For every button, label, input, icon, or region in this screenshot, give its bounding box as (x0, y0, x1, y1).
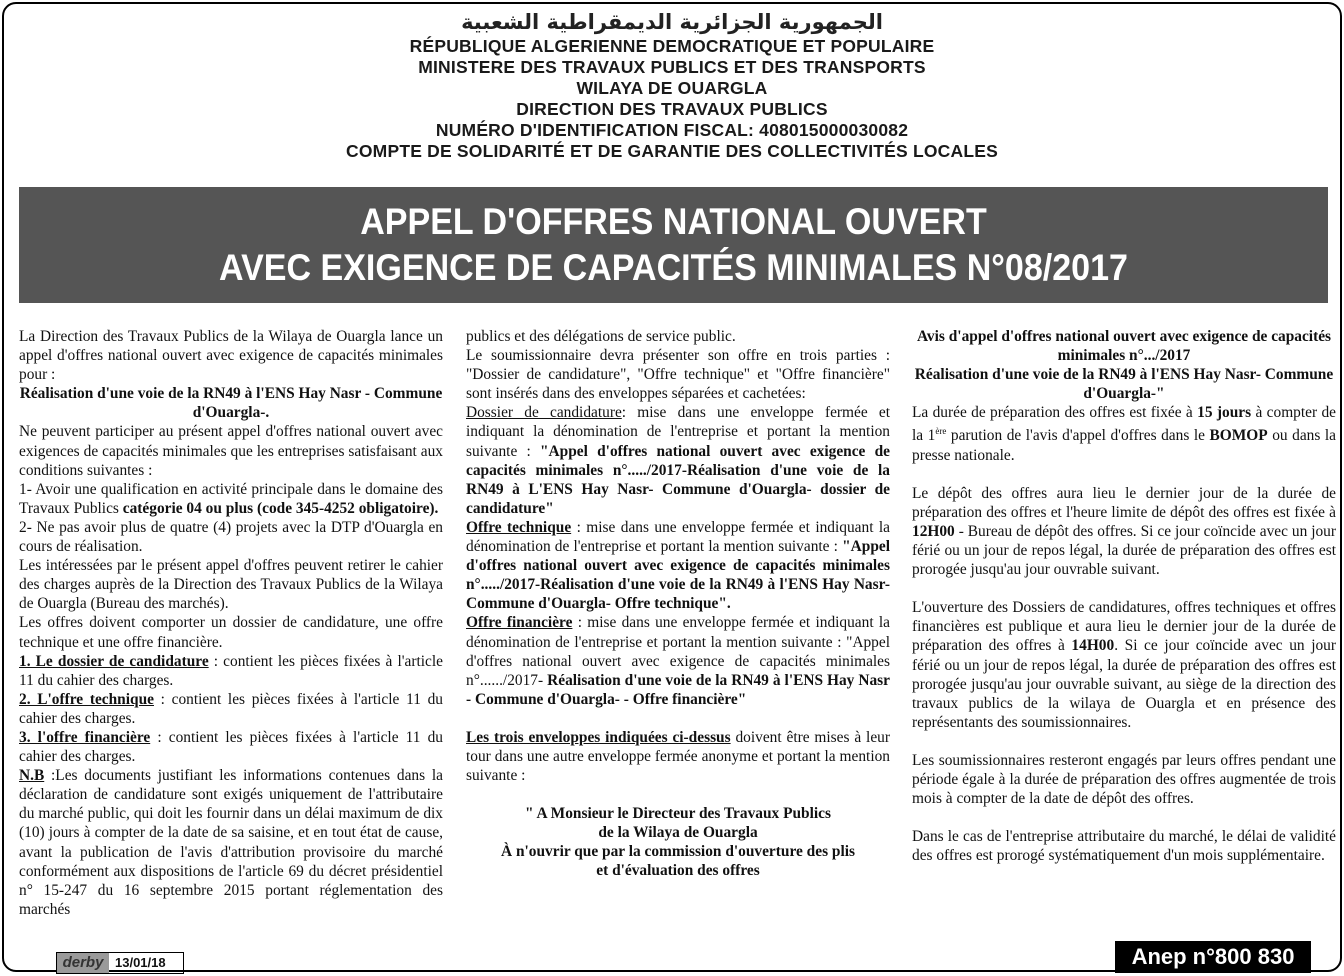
item-financiere (19, 728, 443, 766)
title-banner (19, 187, 1328, 303)
deposit-text-c: - Bureau de dépôt des offres. Si ce jour coïncide avec un jour férié ou un jour de repos légal, la durée de préparation des offres est prorogée jusqu'au jour ouvrable suivant. (912, 522, 1336, 579)
condition-1-category: catégorie 04 ou plus (code 345-4252 obligatoire). (122, 499, 439, 517)
notice-heading: Avis d'appel d'offres national ouvert avec exigence de capacités minimales n°.../2017 (916, 328, 1332, 365)
opening-hour: 14H00 (1071, 637, 1115, 655)
envelope-dossier-label: Dossier de candidature (466, 404, 622, 422)
nota-bene (19, 766, 443, 919)
item-technique (19, 690, 443, 728)
item-technique-text: : contient les pièces fixées à l'article 11 du cahier des charges. (19, 690, 443, 727)
prep-text-c: à compter de la 1 (912, 404, 1336, 445)
item-financiere-label: 3. l'offre financière (19, 728, 151, 746)
nota-bene-label: N.B (19, 767, 45, 785)
item-financiere-text: : contient les pièces fixées à l'article 11 du cahier des charges. (19, 728, 443, 766)
offer-content-paragraph: Les offres doivent comporter un dossier de candidature, une offre technique et une offre financière. (19, 614, 443, 651)
banner-line-1: APPEL D'OFFRES NATIONAL OUVERT (360, 201, 987, 242)
continuation-paragraph: publics et des délégations de service public. (466, 328, 736, 345)
condition-1 (19, 480, 443, 518)
prep-text-d: parution de l'avis d'appel d'offres dans le (946, 427, 1205, 445)
address-line-4: et d'évaluation des offres (596, 862, 760, 880)
column-3 (912, 327, 1336, 865)
commitment-paragraph: Les soumissionnaires resteront engagés par leurs offres pendant une période égale à la durée de préparation des offres augmentée de trois mois à compter de la date de dépôt des offres. (912, 751, 1336, 808)
envelope-financiere-label: Offre financière (466, 614, 573, 632)
prep-text-f: ou dans la presse nationale. (912, 427, 1336, 464)
envelope-technique-label: Offre technique (466, 518, 572, 536)
header-line-nif: NUMÉRO D'IDENTIFICATION FISCAL: 408015000030082 (435, 120, 909, 140)
item-technique-label: 2. L'offre technique (19, 690, 154, 708)
intro-paragraph: La Direction des Travaux Publics de la Wilaya de Ouargla lance un appel d'offres national ouvert avec exigence de capacités minimales pour : (19, 328, 443, 384)
envelope-dossier-text: : mise dans une enveloppe fermée et indiquant la dénomination de l'entreprise et portant la mention suivante : (466, 404, 891, 460)
address-line-1: " A Monsieur le Directeur des Travaux Publics (525, 805, 831, 823)
envelope-dossier (466, 403, 890, 518)
banner-line-2: AVEC EXIGENCE DE CAPACITÉS MINIMALES N°08/2017 (219, 247, 1128, 288)
item-dossier-label: 1. Le dossier de candidature (19, 652, 209, 670)
condition-1-text: 1- Avoir une qualification en activité principale dans le domaine des Travaux Publics (19, 480, 443, 517)
deposit-text-a: Le dépôt des offres aura lieu le dernier jour de la durée de préparation des offres et l'heure limite de dépôt des offres est fixée à (912, 484, 1336, 521)
envelope-dossier-mention: "Appel d'offres national ouvert avec exigence de capacités minimales n°...../2017-Réalisation d'une voie de la RN49 à L'ENS Hay Nasr- Commune d'Ouargla- dossier de candidature" (466, 442, 890, 517)
prep-text-a: La durée de préparation des offres est fixée à (912, 404, 1193, 422)
envelope-technique (466, 518, 890, 613)
anep-number: Anep n°800 830 (1115, 941, 1311, 973)
opening-text-a: L'ouverture des Dossiers de candidatures, offres techniques et offres financières est publique et aura lieu le dernier jour de la durée de préparation des offres à (912, 599, 1336, 655)
withdrawal-paragraph: Les intéressées par le présent appel d'offres peuvent retirer le cahier des charges auprès de la Direction des Travaux Publics de la Wilaya de Ouargla (Bureau des marchés). (19, 557, 443, 613)
nota-bene-text: :Les documents justifiant les informations contenues dans la déclaration de candidature sont exigés uniquement de l'attributaire du marché public, qui doit les fournir dans un délai maximum de dix (10) jours à compter de la date de sa saisine, et en tout état de cause, avant la publication de l'avis d'attribution provisoire du marché conformément aux dispositions de l'article 69 du décret présidentiel n° 15-247 du 16 septembre 2015 portant réglementation des marchés (19, 767, 443, 918)
derby-logo: derby (57, 953, 109, 973)
publication-date: 13/01/18 (115, 955, 166, 970)
prep-bomop: BOMOP (1209, 427, 1268, 445)
outer-envelope-text: doivent être mises à leur tour dans une autre enveloppe fermée anonyme et portant la mention suivante : (466, 728, 890, 785)
arabic-title: الجمهورية الجزائرية الديمقراطية الشعبية (461, 10, 883, 34)
envelope-technique-text: : mise dans une enveloppe fermée et indiquant la dénomination de l'entreprise et portant la mention suivante : (466, 518, 890, 556)
notice-object: Réalisation d'une voie de la RN49 à l'ENS Hay Nasr- Commune d'Ouargla-" (914, 366, 1334, 403)
envelope-financiere-mention: Réalisation d'une voie de la RN49 à l'ENS Hay Nasr - Commune d'Ouargla- - Offre financière" (466, 671, 890, 708)
preparation-duration (912, 403, 1336, 464)
validity-paragraph: Dans le cas de l'entreprise attributaire du marché, le délai de validité des offres est prorogé systématiquement d'un mois supplémentaire. (912, 828, 1336, 865)
item-dossier-text: : contient les pièces fixées à l'article 11 du cahier des charges. (19, 652, 443, 689)
deposit-hour: 12H00 (912, 522, 955, 540)
header-line-compte: COMPTE DE SOLIDARITÉ ET DE GARANTIE DES COLLECTIVITÉS LOCALES (346, 141, 998, 161)
footer-date-box (56, 952, 184, 974)
address-line-2: de la Wilaya de Ouargla (598, 824, 758, 842)
outer-envelope-paragraph (466, 728, 890, 785)
address-line-3: À n'ouvrir que par la commission d'ouverture des plis (500, 843, 856, 861)
header-line-direction: DIRECTION DES TRAVAUX PUBLICS (516, 99, 828, 119)
item-dossier (19, 652, 443, 690)
envelope-financiere (466, 613, 890, 708)
envelope-financiere-text: : mise dans une enveloppe fermée et indiquant la dénomination de l'entreprise et portant la mention suivante : "Appel d'offres national ouvert avec exigence de capacités minimales n°....../2017- (466, 614, 890, 689)
prep-sup: ère (935, 426, 947, 437)
opening-text-c: . Si ce jour coïncide avec un jour férié ou un jour de repos légal, la durée de préparation des offres est prorogée jusqu'au jour ouvrable suivant, au siège de la direction des travaux publics de la wilaya de Ouargla et en présence des représentants des soumissionnaires. (912, 637, 1336, 731)
header-line-wilaya: WILAYA DE OUARGLA (576, 78, 768, 98)
deposit-paragraph (912, 484, 1336, 579)
column-1 (19, 327, 443, 919)
condition-2: 2- Ne pas avoir plus de quatre (4) projets avec la DTP d'Ouargla en cours de réalisation. (19, 518, 443, 556)
eligibility-paragraph: Ne peuvent participer au présent appel d'offres national ouvert avec exigences de capacités minimales que les entreprises satisfaisant aux conditions suivantes : (19, 423, 443, 479)
outer-envelope-label: Les trois enveloppes indiquées ci-dessus (466, 728, 731, 746)
envelope-technique-mention: "Appel d'offres national ouvert avec exigence de capacités minimales n°...../2017-Réalisation d'une voie de la RN49 à l'ENS Hay Nasr- Commune d'Ouargla- Offre technique". (466, 538, 890, 613)
opening-paragraph (912, 598, 1336, 732)
header-line-republic: RÉPUBLIQUE ALGERIENNE DEMOCRATIQUE ET POPULAIRE (409, 36, 935, 56)
three-parts-paragraph: Le soumissionnaire devra présenter son offre en trois parties : "Dossier de candidature", "Offre technique" et "Offre financière" sont insérés dans des enveloppes séparées et cachetées: (466, 347, 890, 403)
column-2 (466, 327, 890, 881)
prep-days: 15 jours (1197, 404, 1252, 422)
document-header (0, 8, 1344, 162)
header-line-ministry: MINISTERE DES TRAVAUX PUBLICS ET DES TRANSPORTS (418, 57, 926, 77)
project-object: Réalisation d'une voie de la RN49 à l'ENS Hay Nasr - Commune d'Ouargla-. (19, 385, 443, 422)
